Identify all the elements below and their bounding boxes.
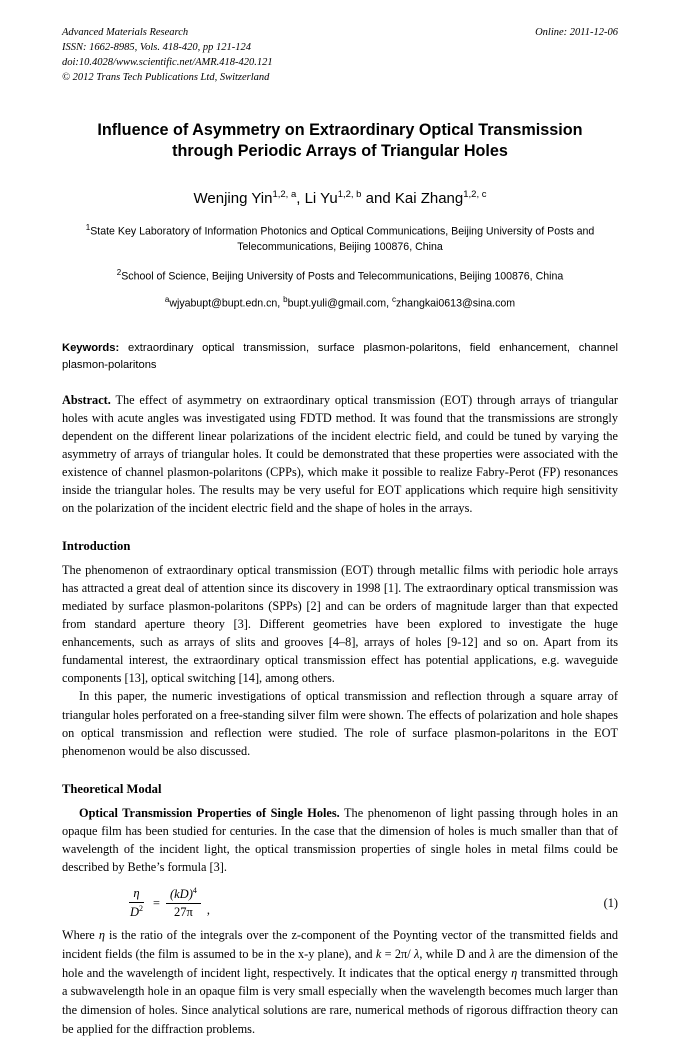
keywords-text: extraordinary optical transmission, surface plasmon-polaritons, field enhancement, channel plasmon-polaritons bbox=[62, 342, 618, 371]
equation-1-den-left-exp: 2 bbox=[139, 903, 144, 913]
subsection-heading-single-holes: Optical Transmission Properties of Single Holes. bbox=[79, 805, 340, 820]
introduction-paragraph-1: The phenomenon of extraordinary optical transmission (EOT) through metallic films with periodic hole arrays has attracted a great deal of attention since its discovery in 1998 [1]. The extraordinary optical transmission was mediated by surface plasmon-polaritons (SPPs) [2] and can be orders of magnitude larger than that expected from standard aperture theory [3]. Different geometries have been explored to investigate the huge enhancements, such as arrays of slits and grooves [4–8], arrays of holes [9-12] and so on. Apart from its fundamental interest, the extraordinary optical transmission effect has potential applications, e.g. waveguide components [13], optical switching [14], among others. bbox=[62, 563, 618, 686]
tp2-part2: is the ratio of the integrals over the z-component of the Poynting vector of the transmitted fields and incident fields (the film is assumed to be in the x-y plane), and bbox=[62, 928, 619, 961]
keywords-label: Keywords: bbox=[62, 342, 120, 355]
page-header bbox=[62, 26, 618, 86]
section-heading-introduction: Introduction bbox=[62, 539, 131, 554]
author-1-name: Wenjing Yin bbox=[193, 190, 273, 208]
equation-1-left-fraction bbox=[126, 886, 147, 920]
email-a: wjyabupt@bupt.edn.cn, bbox=[169, 298, 284, 311]
author-3-affil-marker: 1,2, c bbox=[463, 189, 487, 201]
online-date: Online: 2011-12-06 bbox=[535, 27, 618, 38]
equation-1-right-fraction bbox=[166, 886, 201, 920]
affiliation-1 bbox=[62, 222, 618, 255]
email-b: bupt.yuli@gmail.com, bbox=[287, 298, 392, 311]
equation-1-denominator-left bbox=[126, 903, 147, 920]
equation-1-equals: = bbox=[153, 895, 160, 910]
header-left-block bbox=[62, 26, 273, 86]
tp2-lambda-2: λ bbox=[489, 946, 495, 961]
author-sep-2: and bbox=[361, 190, 395, 208]
equation-1-num-right-base: (kD) bbox=[169, 887, 193, 902]
copyright-line: © 2012 Trans Tech Publications Ltd, Switzerland bbox=[62, 71, 270, 83]
tp2-eta-2: η bbox=[511, 965, 518, 980]
author-emails bbox=[62, 295, 618, 310]
equation-1-comma: , bbox=[206, 903, 210, 918]
affiliation-2-text: School of Science, Beijing University of Posts and Telecommunications, Beijing 100876, China bbox=[121, 270, 564, 283]
theoretical-paragraph-1 bbox=[62, 804, 618, 876]
affiliation-1-text: State Key Laboratory of Information Photonics and Optical Communications, Beijing University of Posts and Telecommunications, Beijing 100876, China bbox=[90, 225, 595, 254]
keywords-block bbox=[62, 340, 618, 374]
email-a-marker: a bbox=[164, 295, 170, 305]
journal-name: Advanced Materials Research bbox=[62, 27, 189, 38]
author-2-name: Li Yu bbox=[304, 190, 338, 208]
issn-line: ISSN: 1662-8985, Vols. 418-420, pp 121-124 bbox=[62, 41, 251, 53]
author-list bbox=[62, 189, 618, 207]
page-title: Influence of Asymmetry on Extraordinary Optical Transmission through Periodic Arrays of Triangular Holes bbox=[97, 120, 583, 161]
tp2-part1: Where bbox=[62, 928, 99, 943]
introduction-paragraph-2: In this paper, the numeric investigations of optical transmission and reflection through a square array of triangular holes perforated on a free-standing silver film were shown. The effects of polarization and hole shapes on optical transmission and reflection were studied. The role of surface plasmon-polaritons in the EOT phenomenon would be also discussed. bbox=[62, 689, 618, 758]
equation-1-number: (1) bbox=[603, 895, 618, 910]
abstract-text: The effect of asymmetry on extraordinary optical transmission (EOT) through arrays of triangular holes with acute angles was investigated using FDTD method. It was found that the transmissions are strongly dependent on the different linear polarizations of the incident electric field, and could be tuned by varying the asymmetry of arrays of triangular holes. It could be demonstrated that these properties were associated with the existence of channel plasmon-polaritons (CPPs), which make it possible to realize Fabry-Perot (FP) resonances inside the triangular holes. The results may be very useful for EOT applications which require high sensitivity on the polarization of the incident electric field and the shape of holes in the arrays. bbox=[62, 392, 618, 515]
tp2-eta-1: η bbox=[98, 928, 105, 943]
equation-1-numerator-left: η bbox=[129, 886, 143, 903]
tp2-part5: are the dimension of the hole and the wavelength of incident light, respectively. It indicates that the optical energy bbox=[62, 946, 619, 980]
tp2-part6: transmitted through a subwavelength hole in an opaque film is very small especially when the wavelength becomes much larger than the dimension of holes. Since analytical solutions are rare, numerical methods of rigorous diffraction theory can be applied for the diffraction problems. bbox=[62, 965, 619, 1036]
tp2-lambda-1: λ bbox=[413, 946, 420, 961]
email-c-marker: c bbox=[391, 295, 396, 305]
equation-1 bbox=[124, 886, 203, 920]
theoretical-paragraph-1-text: The phenomenon of light passing through holes in an opaque film has been studied for centuries. In the case that the dimension of holes is much smaller than that of wavelength of the incident light, the optical transmission properties of single holes in metal films could be described by Bethe’s formula [3]. bbox=[62, 805, 618, 874]
equation-1-numerator-right bbox=[166, 886, 201, 904]
author-2-affil-marker: 1,2, b bbox=[337, 189, 362, 201]
equation-1-num-right-exp: 4 bbox=[192, 885, 197, 895]
tp2-part4: , while D and bbox=[419, 946, 490, 961]
email-c: zhangkai0613@sina.com bbox=[395, 298, 516, 311]
affiliation-1-marker: 1 bbox=[85, 223, 91, 233]
tp2-part3: = 2π/ bbox=[381, 946, 414, 961]
doi-line: doi:10.4028/www.scientific.net/AMR.418-420.121 bbox=[62, 56, 273, 68]
equation-1-row bbox=[62, 886, 618, 920]
affiliation-2-marker: 2 bbox=[116, 267, 122, 277]
author-sep-1: , bbox=[296, 190, 305, 208]
email-b-marker: b bbox=[283, 295, 288, 305]
equation-1-denominator-right: 27π bbox=[174, 905, 193, 920]
section-heading-theoretical-modal: Theoretical Modal bbox=[62, 781, 162, 796]
abstract-label: Abstract. bbox=[62, 392, 111, 407]
equation-1-den-left-base: D bbox=[130, 905, 140, 920]
affiliation-2 bbox=[62, 267, 618, 285]
tp2-k: k bbox=[375, 946, 382, 961]
author-3-name: Kai Zhang bbox=[394, 190, 464, 208]
theoretical-paragraph-2 bbox=[62, 926, 618, 1038]
abstract-block bbox=[62, 391, 618, 517]
author-1-affil-marker: 1,2, a bbox=[272, 189, 297, 201]
